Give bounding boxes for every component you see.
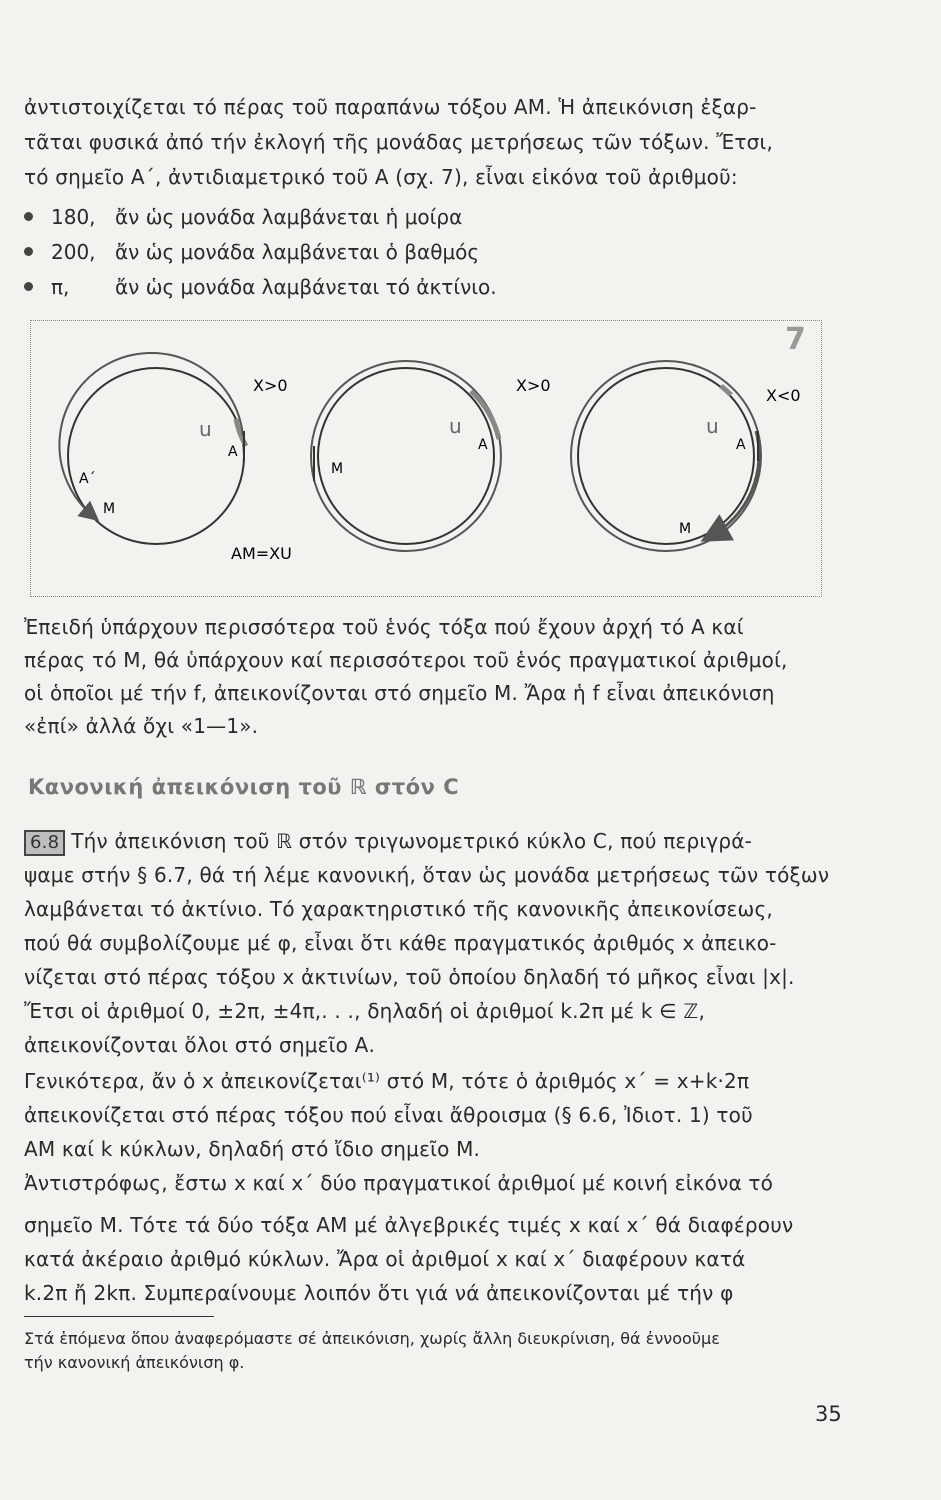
bullet-grad [24,237,479,267]
c1-point-a-prime: A΄ [79,471,96,487]
bullet-dot-icon [24,282,33,291]
section-line-9: ἀπεικονίζεται στό πέρας τόξου πού εἶναι ἄθροισμα (§ 6.6, Ἰδιοτ. 1) τοῦ [24,1103,753,1127]
bullet-dot-icon [24,247,33,256]
section-line-13: κατά ἀκέραιο ἀριθμό κύκλων. Ἄρα οἱ ἀριθμοί x καί x΄ διαφέρουν κατά [24,1247,746,1271]
section-heading: Κανονική ἀπεικόνιση τοῦ ℝ στόν C [28,775,460,799]
circles-diagram [31,321,821,596]
c2-point-m: M [331,461,344,477]
bullet-value: π, [51,275,70,299]
section-line-11: Ἀντιστρόφως, ἔστω x καί x΄ δύο πραγματικοί ἀριθμοί μέ κοινή εἰκόνα τό [24,1171,774,1195]
section-line-8: Γενικότερα, ἄν ὁ x ἀπεικονίζεται⁽¹⁾ στό Μ, τότε ὁ ἀριθμός x΄ = x+k·2π [24,1069,750,1093]
section-line-10: ΑΜ καί k κύκλων, δηλαδή στό ἴδιο σημεῖο Μ. [24,1137,481,1161]
c1-caption: AM=XU [231,544,292,563]
footnote-line-1: Στά ἑπόμενα ὅπου ἀναφερόμαστε σέ ἀπεικόνιση, χωρίς ἄλλη διευκρίνιση, θά ἐννοοῦμε [24,1329,720,1348]
c1-unit-label: u [199,417,212,441]
c2-point-a: A [478,437,488,453]
bullet-text: ἄν ὡς μονάδα λαμβάνεται ἡ μοίρα [115,205,463,229]
c1-point-a: A [228,444,238,460]
c2-unit-label: u [449,414,462,438]
bullet-value: 180, [51,205,96,229]
bullet-value: 200, [51,240,96,264]
page-number: 35 [815,1402,842,1426]
c1-point-m: M [103,501,116,517]
circle-2 [311,361,551,551]
para1-line-4: «ἐπί» ἀλλά ὄχι «1—1». [24,714,259,738]
section-line-7: ἀπεικονίζονται ὅλοι στό σημεῖο Α. [24,1033,376,1057]
para1-line-2: πέρας τό Μ, θά ὑπάρχουν καί περισσότεροι τοῦ ἑνός πραγματικοί ἀριθμοί, [24,648,788,672]
c3-point-m: M [679,521,692,537]
circle-3 [571,361,801,551]
figure-7 [30,320,822,597]
c3-unit-label: u [706,414,719,438]
para1-line-3: οἱ ὁποῖοι μέ τήν f, ἀπεικονίζονται στό σημεῖο Μ. Ἄρα ἡ f εἶναι ἀπεικόνιση [24,681,775,705]
circle-1 [59,353,291,563]
bullet-text: ἄν ὡς μονάδα λαμβάνεται ὁ βαθμός [115,240,480,264]
section-line-1-text: Τήν ἀπεικόνιση τοῦ ℝ στόν τριγωνομετρικό κύκλο C, πού περιγρά- [71,829,753,853]
intro-line-1: ἀντιστοιχίζεται τό πέρας τοῦ παραπάνω τόξου ΑΜ. Ἡ ἀπεικόνιση ἐξαρ- [24,95,757,119]
section-line-2: ψαμε στήν § 6.7, θά τή λέμε κανονική, ὅταν ὡς μονάδα μετρήσεως τῶν τόξων [24,863,830,887]
figure-number: 7 [785,322,806,357]
section-line-12: σημεῖο Μ. Τότε τά δύο τόξα ΑΜ μέ ἀλγεβρικές τιμές x καί x΄ θά διαφέρουν [24,1213,794,1237]
intro-line-2: τᾶται φυσικά ἀπό τήν ἐκλογή τῆς μονάδας μετρήσεως τῶν τόξων. Ἔτσι, [24,130,774,154]
section-line-14: k.2π ἤ 2kπ. Συμπεραίνουμε λοιπόν ὅτι γιά νά ἀπεικονίζονται μέ τήν φ [24,1281,734,1305]
intro-line-3: τό σημεῖο Α΄, ἀντιδιαμετρικό τοῦ Α (σχ. 7), εἶναι εἰκόνα τοῦ ἀριθμοῦ: [24,165,738,189]
bullet-radian [24,272,497,302]
bullet-dot-icon [24,212,33,221]
section-line-4: πού θά συμβολίζουμε μέ φ, εἶναι ὅτι κάθε πραγματικός ἀριθμός x ἀπεικο- [24,931,777,955]
bullet-degree [24,202,462,232]
footnote-line-2: τήν κανονική ἀπεικόνιση φ. [24,1353,245,1372]
bullet-text: ἄν ὡς μονάδα λαμβάνεται τό ἀκτίνιο. [115,275,497,299]
c1-sign-label: X>0 [253,376,288,395]
section-number: 6.8 [30,832,60,853]
section-line-6: Ἔτσι οἱ ἀριθμοί 0, ±2π, ±4π,. . ., δηλαδή οἱ ἀριθμοί k.2π μέ k ∈ ℤ, [24,999,706,1023]
para1-line-1: Ἐπειδή ὑπάρχουν περισσότερα τοῦ ἑνός τόξα πού ἔχουν ἀρχή τό Α καί [24,615,744,639]
section-line-1 [24,826,844,856]
section-line-5: νίζεται στό πέρας τόξου x ἀκτινίων, τοῦ ὁποίου δηλαδή τό μῆκος εἶναι |x|. [24,965,795,989]
section-number-box [24,830,65,856]
c3-sign-label: X<0 [766,386,801,405]
footnote-rule [24,1316,214,1317]
c2-sign-label: X>0 [516,376,551,395]
c3-point-a: A [736,437,746,453]
section-line-3: λαμβάνεται τό ἀκτίνιο. Τό χαρακτηριστικό τῆς κανονικῆς ἀπεικονίσεως, [24,897,773,921]
